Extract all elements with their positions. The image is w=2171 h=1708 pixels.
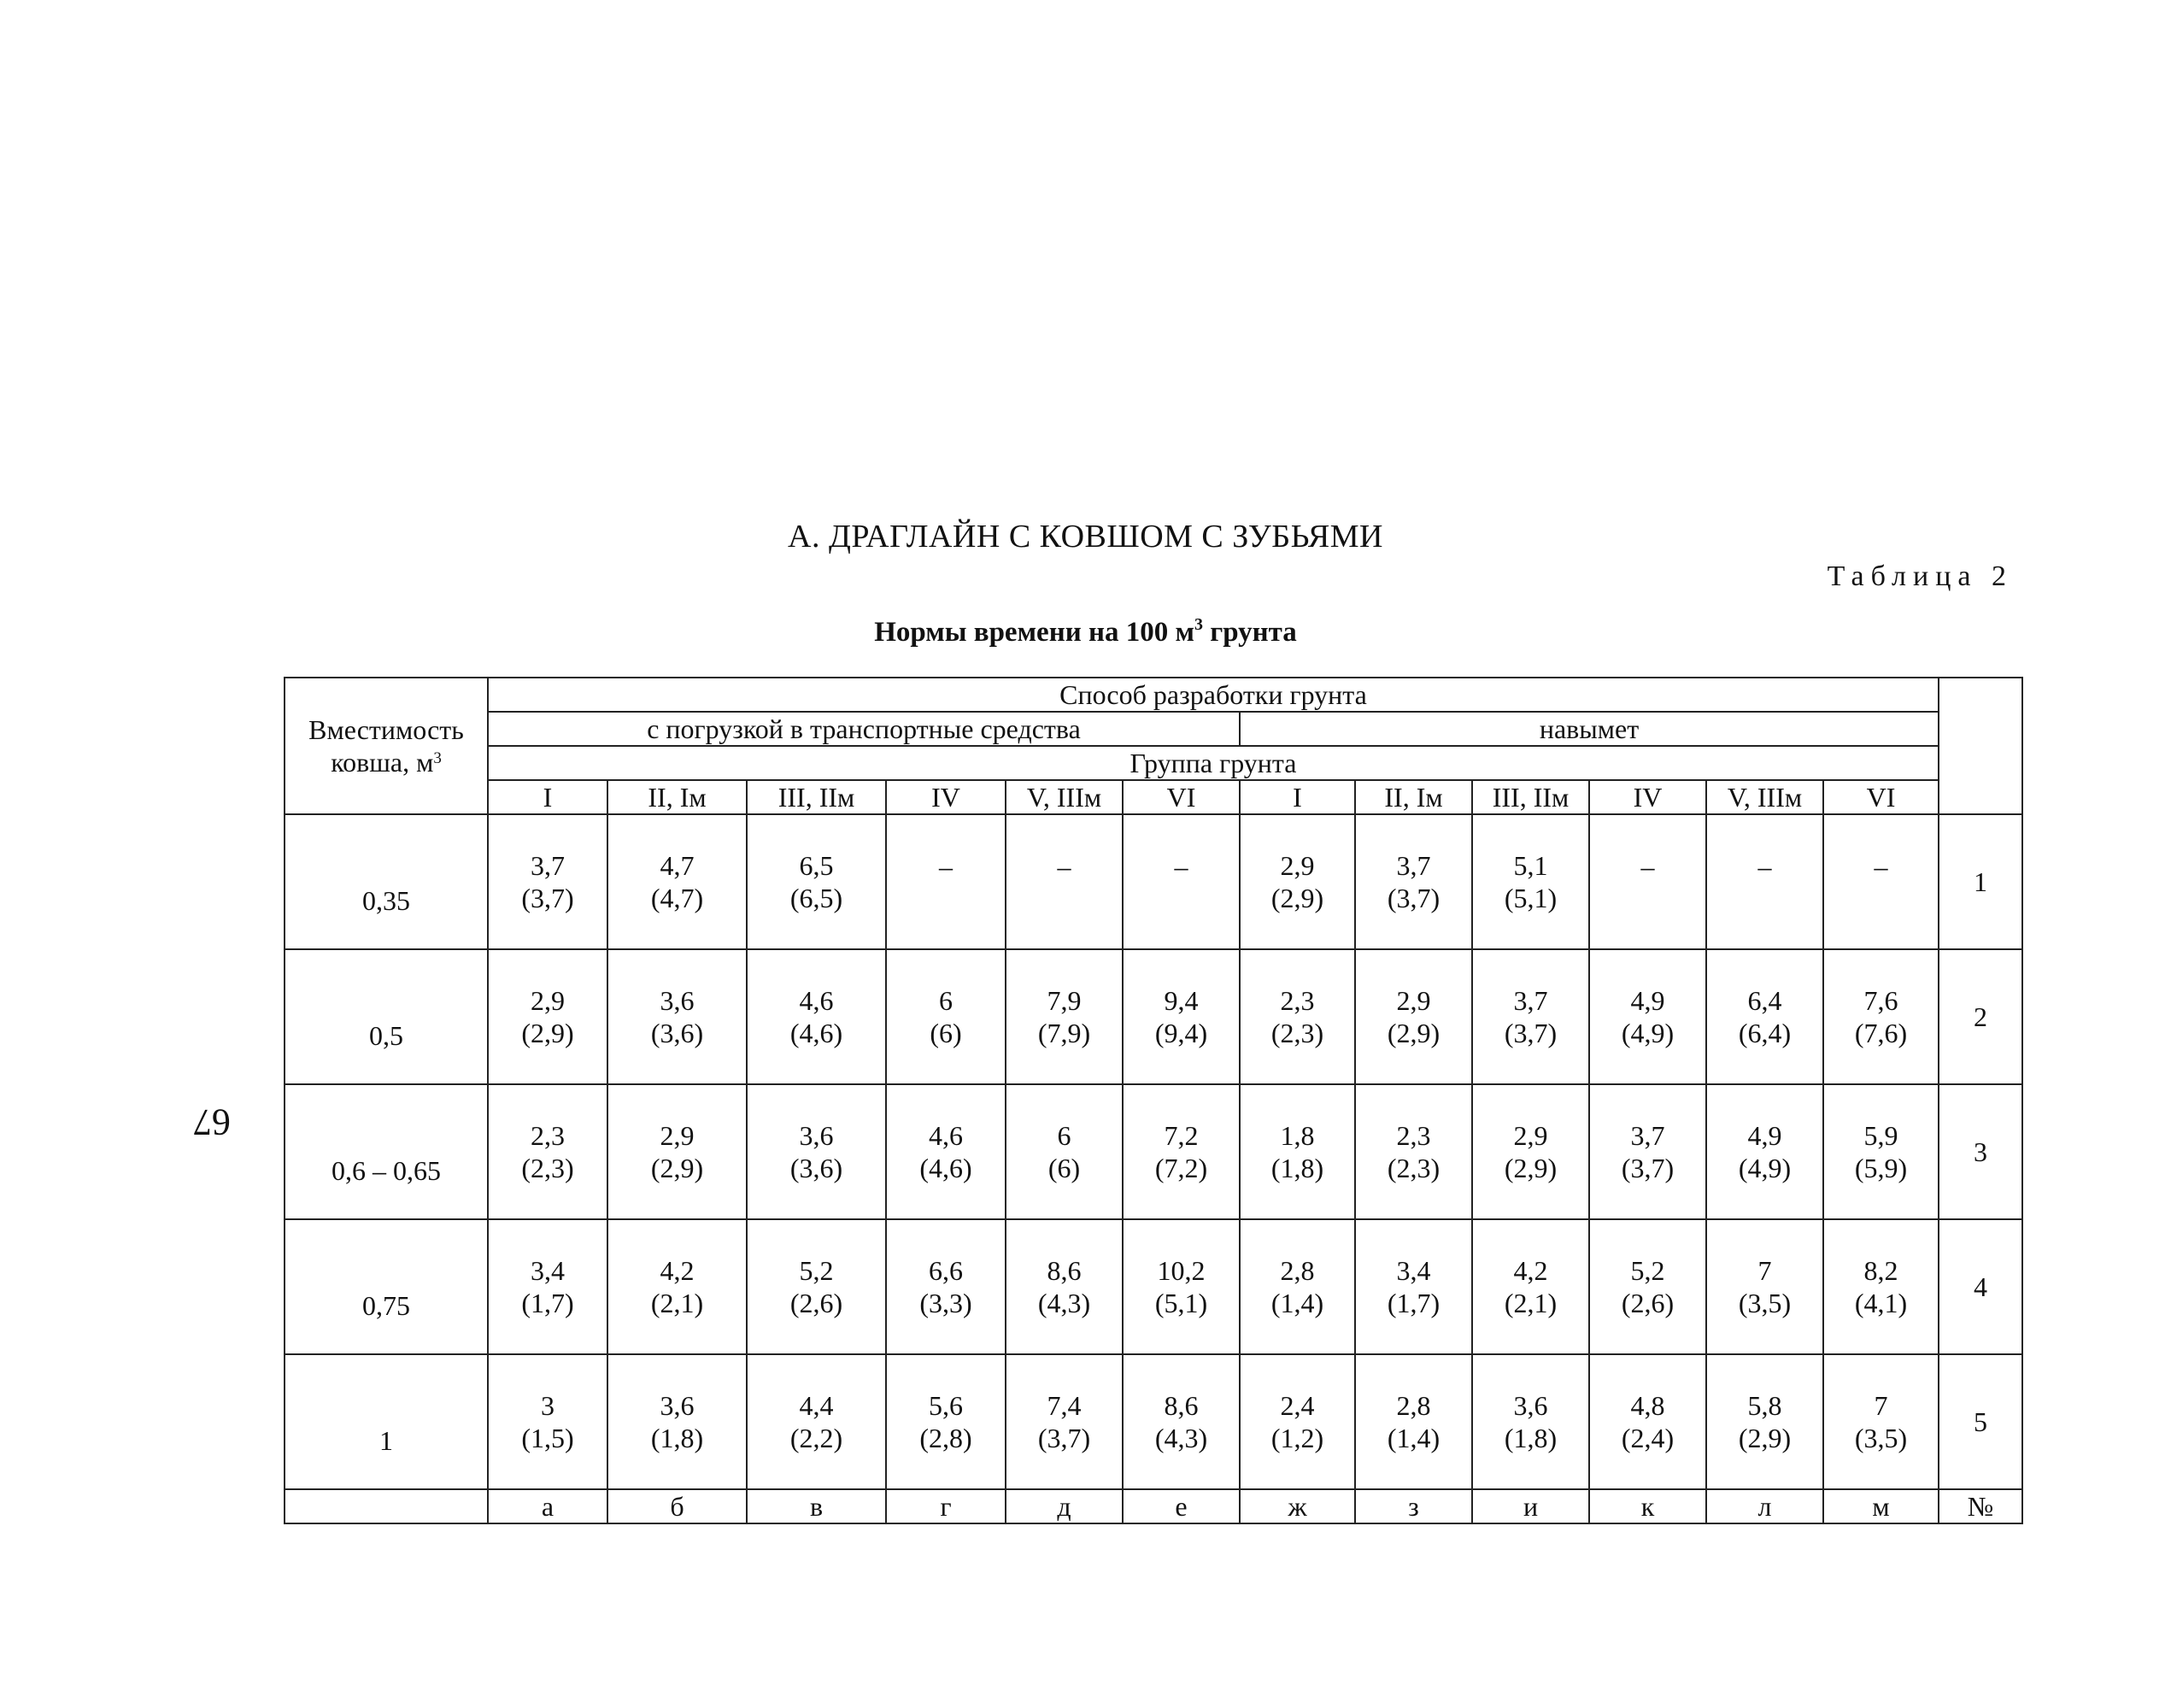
column-letter: з	[1355, 1489, 1472, 1523]
norm-value-parenthetical: (1,8)	[650, 1423, 704, 1453]
letters-blank-cell	[285, 1489, 488, 1523]
norm-value-parenthetical: (3,7)	[521, 883, 574, 913]
norm-value: 4,2	[660, 1255, 695, 1286]
norm-value: 3,7	[1630, 1120, 1665, 1151]
soil-group-cell: IV	[1589, 780, 1706, 814]
norm-value: 7,2	[1164, 1120, 1199, 1151]
norm-cell	[1123, 1084, 1240, 1219]
soil-group-cell: IV	[886, 780, 1006, 814]
norm-value: 2,8	[1396, 1390, 1431, 1421]
norm-value-parenthetical: (1,2)	[1270, 1423, 1324, 1453]
soil-group-header: Группа грунта	[488, 746, 1939, 780]
table-row	[285, 1354, 2022, 1489]
norm-value-parenthetical: (1,5)	[521, 1423, 574, 1453]
page-number: 67	[193, 1101, 231, 1143]
norm-value: 2,3	[531, 1120, 565, 1151]
norm-value-parenthetical: (4,1)	[1854, 1288, 1908, 1318]
norm-value: 4,9	[1747, 1120, 1782, 1151]
column-letters-row	[285, 1489, 2022, 1523]
norm-value: 8,6	[1047, 1255, 1082, 1286]
norm-cell	[1472, 949, 1589, 1084]
norm-value-parenthetical: (6,5)	[789, 883, 843, 913]
column-letter: г	[886, 1489, 1006, 1523]
norm-cell	[747, 814, 886, 949]
norm-value: 3,6	[799, 1120, 834, 1151]
norm-cell	[1355, 949, 1472, 1084]
norm-value: 2,9	[1280, 850, 1315, 881]
number-header-blank	[1939, 678, 2022, 814]
soil-group-cell: VI	[1823, 780, 1939, 814]
norm-cell	[488, 1219, 607, 1354]
caption-prefix: Нормы времени на 100 м	[874, 617, 1194, 648]
norm-value-parenthetical: (6)	[930, 1018, 962, 1048]
table-row	[285, 949, 2022, 1084]
norm-value: 3,7	[1513, 985, 1548, 1016]
row-number: 4	[1939, 1219, 2022, 1354]
soil-group-cell: II, Iм	[1355, 780, 1472, 814]
column-letter: л	[1706, 1489, 1823, 1523]
norm-value: 6,5	[799, 850, 834, 881]
norm-value-parenthetical: (4,3)	[1154, 1423, 1208, 1453]
norm-value: 4,9	[1630, 985, 1665, 1016]
norm-cell	[1589, 1354, 1706, 1489]
capacity-value: 1	[379, 1425, 393, 1456]
norm-value: 7,4	[1047, 1390, 1082, 1421]
norm-cell	[1823, 1354, 1939, 1489]
norm-value-parenthetical: (5,1)	[1504, 883, 1558, 913]
norm-cell	[1472, 814, 1589, 949]
soil-group-cell: III, IIм	[747, 780, 886, 814]
norm-value: 2,9	[531, 985, 565, 1016]
norm-cell	[1006, 814, 1123, 949]
norm-value-parenthetical: (3,7)	[1037, 1423, 1091, 1453]
norm-value-parenthetical: (2,9)	[1504, 1153, 1558, 1183]
norm-value-parenthetical: (1,7)	[521, 1288, 574, 1318]
norm-value: 4,8	[1630, 1390, 1665, 1421]
table-row	[285, 1084, 2022, 1219]
norm-cell	[607, 1354, 747, 1489]
norm-cell	[488, 949, 607, 1084]
column-letter: а	[488, 1489, 607, 1523]
caption-suffix: грунта	[1202, 617, 1297, 648]
norm-value-parenthetical: (7,9)	[1037, 1018, 1091, 1048]
norm-cell	[1472, 1354, 1589, 1489]
norm-value: –	[939, 851, 953, 882]
norm-cell	[607, 814, 747, 949]
norm-value: 6,6	[929, 1255, 963, 1286]
capacity-cell	[285, 1354, 488, 1489]
row-number: 2	[1939, 949, 2022, 1084]
norm-cell	[1589, 814, 1706, 949]
norm-cell	[886, 949, 1006, 1084]
norm-value: 5,1	[1513, 850, 1548, 881]
row-number: 5	[1939, 1354, 2022, 1489]
capacity-cell	[285, 1219, 488, 1354]
norm-value-parenthetical: (5,9)	[1854, 1153, 1908, 1183]
column-letter: к	[1589, 1489, 1706, 1523]
norm-value: 2,8	[1280, 1255, 1315, 1286]
norm-cell	[886, 1219, 1006, 1354]
norm-cell	[1472, 1219, 1589, 1354]
norm-value-parenthetical: (3,7)	[1621, 1153, 1675, 1183]
norm-value: 2,9	[1513, 1120, 1548, 1151]
norm-cell	[488, 814, 607, 949]
capacity-cell	[285, 814, 488, 949]
norm-cell	[747, 949, 886, 1084]
norm-value: 4,4	[799, 1390, 834, 1421]
norm-value: 10,2	[1157, 1255, 1206, 1286]
norm-value-parenthetical: (2,9)	[1270, 883, 1324, 913]
norm-cell	[607, 1084, 747, 1219]
norm-value-parenthetical: (5,1)	[1154, 1288, 1208, 1318]
norm-cell	[1706, 949, 1823, 1084]
norm-cell	[1589, 1084, 1706, 1219]
norm-cell	[1355, 1084, 1472, 1219]
norm-value-parenthetical: (3,6)	[650, 1018, 704, 1048]
norm-value-parenthetical: (4,9)	[1738, 1153, 1792, 1183]
capacity-cell	[285, 1084, 488, 1219]
column-letter: м	[1823, 1489, 1939, 1523]
norm-cell	[1706, 1084, 1823, 1219]
norm-cell	[1706, 814, 1823, 949]
norm-cell	[886, 1354, 1006, 1489]
soil-group-cell: I	[1240, 780, 1355, 814]
norm-value: 2,9	[660, 1120, 695, 1151]
table-body	[285, 814, 2022, 1523]
norm-cell	[1355, 1354, 1472, 1489]
norm-value-parenthetical: (3,6)	[789, 1153, 843, 1183]
norm-cell	[1706, 1354, 1823, 1489]
norm-value: –	[1874, 851, 1888, 882]
table-label: Таблица 2	[1827, 561, 2013, 592]
norm-cell	[1123, 1219, 1240, 1354]
norm-value-parenthetical: (3,5)	[1854, 1423, 1908, 1453]
method-dump-header: навымет	[1240, 712, 1939, 746]
row-number: 1	[1939, 814, 2022, 949]
norm-value-parenthetical: (7,2)	[1154, 1153, 1208, 1183]
norm-value-parenthetical: (4,7)	[650, 883, 704, 913]
norm-cell	[747, 1084, 886, 1219]
norm-value-parenthetical: (2,3)	[1387, 1153, 1440, 1183]
norm-value-parenthetical: (1,4)	[1270, 1288, 1324, 1318]
norm-value: 2,9	[1396, 985, 1431, 1016]
norm-value: 1,8	[1280, 1120, 1315, 1151]
norm-cell	[886, 1084, 1006, 1219]
norm-cell	[1823, 1219, 1939, 1354]
norm-value: 5,8	[1747, 1390, 1782, 1421]
norm-cell	[1823, 1084, 1939, 1219]
capacity-value: 0,35	[362, 885, 410, 916]
norm-value: 5,6	[929, 1390, 963, 1421]
norm-cell	[607, 949, 747, 1084]
norm-value-parenthetical: (1,7)	[1387, 1288, 1440, 1318]
norm-value: 3,4	[1396, 1255, 1431, 1286]
norm-value-parenthetical: (2,9)	[1738, 1423, 1792, 1453]
norm-cell	[1123, 949, 1240, 1084]
norm-cell	[1589, 949, 1706, 1084]
norm-cell	[1006, 949, 1123, 1084]
table-caption	[0, 617, 2171, 649]
norm-cell	[1240, 1084, 1355, 1219]
capacity-cell	[285, 949, 488, 1084]
soil-group-cell: III, IIм	[1472, 780, 1589, 814]
norm-cell	[488, 1084, 607, 1219]
norm-cell	[1706, 1219, 1823, 1354]
soil-group-cell: II, Iм	[607, 780, 747, 814]
norm-value: 3,6	[660, 985, 695, 1016]
norm-value: 5,2	[1630, 1255, 1665, 1286]
capacity-value: 0,5	[369, 1020, 403, 1051]
norm-value-parenthetical: (3,7)	[1504, 1018, 1558, 1048]
norm-value: 6	[1057, 1120, 1071, 1151]
norm-value-parenthetical: (4,6)	[919, 1153, 972, 1183]
norm-value: 2,4	[1280, 1390, 1315, 1421]
norm-value: 3,7	[531, 850, 565, 881]
norm-value-parenthetical: (2,1)	[650, 1288, 704, 1318]
norm-value: 2,3	[1280, 985, 1315, 1016]
norm-value: 3,6	[1513, 1390, 1548, 1421]
soil-group-cell: V, IIIм	[1006, 780, 1123, 814]
norm-cell	[1823, 949, 1939, 1084]
norm-value: 9,4	[1164, 985, 1199, 1016]
norm-value-parenthetical: (2,9)	[521, 1018, 574, 1048]
norm-value-parenthetical: (1,4)	[1387, 1423, 1440, 1453]
norm-cell	[1123, 1354, 1240, 1489]
norm-value-parenthetical: (2,4)	[1621, 1423, 1675, 1453]
norm-value-parenthetical: (2,3)	[521, 1153, 574, 1183]
norm-value-parenthetical: (2,9)	[650, 1153, 704, 1183]
norm-value-parenthetical: (3,5)	[1738, 1288, 1792, 1318]
row-number: 3	[1939, 1084, 2022, 1219]
norm-value: 5,9	[1863, 1120, 1898, 1151]
norm-cell	[1123, 814, 1240, 949]
norm-value-parenthetical: (6)	[1047, 1153, 1081, 1183]
norm-value: 5,2	[799, 1255, 834, 1286]
norm-cell	[1240, 949, 1355, 1084]
norm-cell	[607, 1219, 747, 1354]
norm-value-parenthetical: (2,9)	[1387, 1018, 1440, 1048]
norm-value-parenthetical: (6,4)	[1738, 1018, 1792, 1048]
norm-cell	[1006, 1084, 1123, 1219]
norm-value-parenthetical: (2,6)	[789, 1288, 843, 1318]
norm-value-parenthetical: (1,8)	[1270, 1153, 1324, 1183]
capacity-value: 0,75	[362, 1290, 410, 1321]
soil-group-cell: VI	[1123, 780, 1240, 814]
norm-value: 8,2	[1863, 1255, 1898, 1286]
column-letter: ж	[1240, 1489, 1355, 1523]
norm-value: 6,4	[1747, 985, 1782, 1016]
norm-cell	[747, 1354, 886, 1489]
norm-cell	[747, 1219, 886, 1354]
norm-value: –	[1057, 851, 1071, 882]
norm-value: 2,3	[1396, 1120, 1431, 1151]
norm-value: 4,7	[660, 850, 695, 881]
soil-group-row	[285, 780, 2022, 814]
column-letter: в	[747, 1489, 886, 1523]
norm-value: 7,6	[1863, 985, 1898, 1016]
table-row	[285, 1219, 2022, 1354]
norm-cell	[1006, 1219, 1123, 1354]
norm-cell	[1355, 1219, 1472, 1354]
norm-cell	[1823, 814, 1939, 949]
norms-table	[284, 677, 2023, 1524]
norm-value-parenthetical: (4,9)	[1621, 1018, 1675, 1048]
norm-value: 4,6	[929, 1120, 963, 1151]
soil-group-cell: V, IIIм	[1706, 780, 1823, 814]
norm-value: 8,6	[1164, 1390, 1199, 1421]
norm-cell	[1240, 814, 1355, 949]
section-heading: А. ДРАГЛАЙН С КОВШОМ С ЗУБЬЯМИ	[788, 519, 1383, 555]
norm-value: 3	[541, 1390, 554, 1421]
norm-value-parenthetical: (4,3)	[1037, 1288, 1091, 1318]
norm-value-parenthetical: (2,8)	[919, 1423, 972, 1453]
norm-value-parenthetical: (7,6)	[1854, 1018, 1908, 1048]
norm-value: 7	[1874, 1390, 1888, 1421]
caption-superscript: 3	[1194, 615, 1203, 634]
norm-value: 7,9	[1047, 985, 1082, 1016]
column-letter: е	[1123, 1489, 1240, 1523]
norm-value: 3,6	[660, 1390, 695, 1421]
norm-value-parenthetical: (2,1)	[1504, 1288, 1558, 1318]
norm-value-parenthetical: (4,6)	[789, 1018, 843, 1048]
norm-cell	[1589, 1219, 1706, 1354]
norm-cell	[488, 1354, 607, 1489]
number-header: №	[1939, 1489, 2022, 1523]
table-row	[285, 814, 2022, 949]
norm-cell	[1355, 814, 1472, 949]
norm-cell	[1472, 1084, 1589, 1219]
norm-value-parenthetical: (2,6)	[1621, 1288, 1675, 1318]
column-letter: б	[607, 1489, 747, 1523]
norm-value-parenthetical: (9,4)	[1154, 1018, 1208, 1048]
norm-value: –	[1640, 851, 1655, 882]
norm-value: 7	[1757, 1255, 1772, 1286]
norm-value-parenthetical: (1,8)	[1504, 1423, 1558, 1453]
column-letter: д	[1006, 1489, 1123, 1523]
norm-value-parenthetical: (3,7)	[1387, 883, 1440, 913]
norm-value: 4,6	[799, 985, 834, 1016]
norm-value: 3,4	[531, 1255, 565, 1286]
norm-value: –	[1174, 851, 1188, 882]
norm-cell	[1006, 1354, 1123, 1489]
norm-value-parenthetical: (2,3)	[1270, 1018, 1324, 1048]
norm-value: 4,2	[1513, 1255, 1548, 1286]
column-letter: и	[1472, 1489, 1589, 1523]
soil-group-cell: I	[488, 780, 607, 814]
norm-value: 3,7	[1396, 850, 1431, 881]
method-header: Способ разработки грунта	[488, 678, 1939, 712]
norm-value-parenthetical: (2,2)	[789, 1423, 843, 1453]
norm-cell	[1240, 1219, 1355, 1354]
norm-cell	[1240, 1354, 1355, 1489]
method-loading-header: с погрузкой в транспортные средства	[488, 712, 1240, 746]
norm-value: 6	[939, 985, 953, 1016]
capacity-header: Вместимость ковша, $м^3$	[285, 678, 488, 814]
norm-cell	[886, 814, 1006, 949]
norm-value-parenthetical: (3,3)	[919, 1288, 972, 1318]
norm-value: –	[1757, 851, 1772, 882]
capacity-value: 0,6 – 0,65	[332, 1155, 441, 1186]
